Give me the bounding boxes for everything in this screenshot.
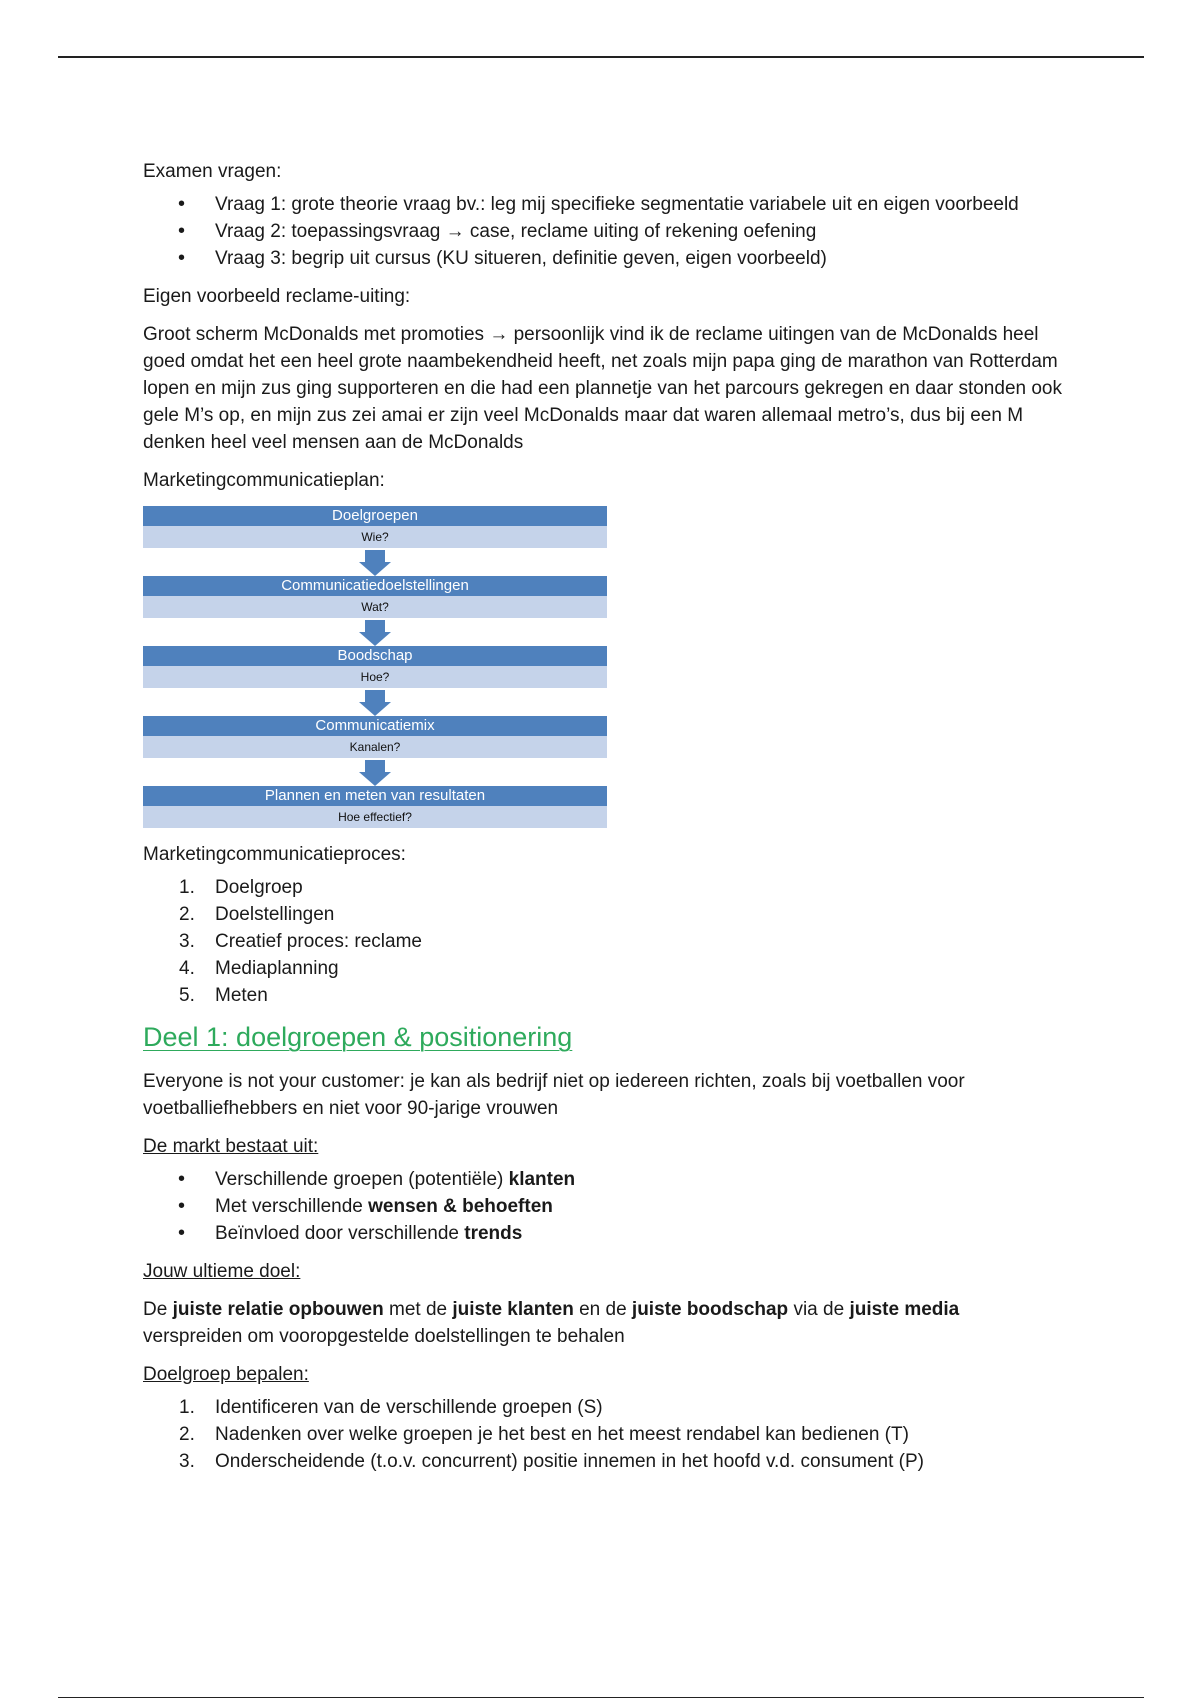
goal-bold-text: juiste klanten	[452, 1299, 574, 1320]
list-text: Doelgroep	[215, 877, 303, 898]
section-intro: Everyone is not your customer: je kan als bedrijf niet op iedereen richten, zoals bij voetballen voor voetballiefhebbers en niet voor 90-jarige vrouwen	[143, 1071, 965, 1119]
list-text: Onderscheidende (t.o.v. concurrent) positie innemen in het hoofd v.d. consument (P)	[215, 1451, 925, 1472]
list-bold-text: wensen & behoeften	[368, 1196, 553, 1217]
list-number: 1.	[179, 877, 195, 898]
list-text: Nadenken over welke groepen je het best en het meest rendabel kan bedienen (T)	[215, 1424, 909, 1445]
goal-bold-text: juiste relatie opbouwen	[172, 1299, 384, 1320]
plan-step-question: Hoe effectief?	[143, 806, 607, 830]
plan-step-title: Boodschap	[143, 646, 607, 666]
list-number: 3.	[179, 931, 195, 952]
top-rule	[58, 56, 1144, 58]
exam-list	[143, 191, 1063, 272]
list-item	[143, 874, 1063, 901]
list-number: 3.	[179, 1451, 195, 1472]
plan-step-title: Doelgroepen	[143, 506, 607, 526]
plan-heading: Marketingcommunicatieplan:	[143, 470, 385, 491]
document-page	[143, 158, 1063, 1475]
list-item: • Vraag 3: begrip uit cursus (KU situeren, definitie geven, eigen voorbeeld)	[143, 245, 1063, 272]
list-text: Met verschillende	[215, 1196, 369, 1217]
list-item	[143, 1193, 1063, 1220]
example-heading: Eigen voorbeeld reclame-uiting:	[143, 286, 411, 307]
plan-step	[143, 716, 607, 760]
plan-step	[143, 786, 607, 830]
down-arrow-icon	[143, 760, 607, 786]
section-title: Deel 1: doelgroepen & positionering	[143, 1022, 573, 1052]
list-text: Creatief proces: reclame	[215, 931, 422, 952]
list-bold-text: klanten	[508, 1169, 576, 1190]
plan-step-question: Wie?	[143, 526, 607, 550]
plan-step	[143, 576, 607, 620]
list-item	[143, 1166, 1063, 1193]
down-arrow-icon	[143, 620, 607, 646]
plan-step-question: Hoe?	[143, 666, 607, 690]
list-item	[143, 1220, 1063, 1247]
list-number: 2.	[179, 904, 195, 925]
list-number: 2.	[179, 1424, 195, 1445]
communication-plan-diagram	[143, 506, 607, 830]
goal-bold-text: juiste boodschap	[631, 1299, 789, 1320]
goal-bold-text: juiste media	[849, 1299, 960, 1320]
goal-paragraph	[143, 1296, 1063, 1350]
goal-text: en de	[573, 1299, 632, 1320]
plan-step-title: Communicatiedoelstellingen	[143, 576, 607, 596]
list-bold-text: trends	[464, 1223, 523, 1244]
goal-text: via de	[788, 1299, 850, 1320]
list-number: 1.	[179, 1397, 195, 1418]
goal-text: verspreiden om vooropgestelde doelstellingen te behalen	[143, 1326, 625, 1347]
target-heading: Doelgroep bepalen:	[143, 1364, 309, 1385]
down-arrow-icon	[143, 550, 607, 576]
exam-heading: Examen vragen:	[143, 161, 282, 182]
list-item	[143, 1394, 1063, 1421]
plan-step-title: Plannen en meten van resultaten	[143, 786, 607, 806]
list-text: Meten	[215, 985, 268, 1006]
list-text: Identificeren van de verschillende groepen (S)	[215, 1397, 603, 1418]
list-item: • Vraag 1: grote theorie vraag bv.: leg mij specifieke segmentatie variabele uit en eigen voorbeeld	[143, 191, 1063, 218]
process-heading: Marketingcommunicatieproces:	[143, 844, 406, 865]
market-list	[143, 1166, 1063, 1247]
list-text: Mediaplanning	[215, 958, 339, 979]
list-number: 4.	[179, 958, 195, 979]
list-item	[143, 982, 1063, 1009]
bottom-rule	[58, 1697, 1144, 1698]
plan-step	[143, 646, 607, 690]
list-text: Verschillende groepen (potentiële)	[215, 1169, 509, 1190]
goal-text: met de	[383, 1299, 453, 1320]
process-list	[143, 874, 1063, 1009]
plan-step-title: Communicatiemix	[143, 716, 607, 736]
down-arrow-icon	[143, 690, 607, 716]
list-item	[143, 1421, 1063, 1448]
goal-heading: Jouw ultieme doel:	[143, 1261, 301, 1282]
goal-text: De	[143, 1299, 173, 1320]
list-item	[143, 1448, 1063, 1475]
list-text: Beïnvloed door verschillende	[215, 1223, 465, 1244]
list-item	[143, 955, 1063, 982]
list-item	[143, 901, 1063, 928]
plan-step-question: Kanalen?	[143, 736, 607, 760]
example-paragraph: Groot scherm McDonalds met promoties → persoonlijk vind ik de reclame uitingen van de McDonalds heel goed omdat het een heel grote naambekendheid heeft, net zoals mijn papa ging de marathon van Rotterdam lopen en mijn zus ging supporteren en die had een plannetje van het parcours gekregen en daar stonden ook gele M’s op, en mijn zus zei amai er zijn veel McDonalds maar dat waren allemaal metro’s, dus bij een M denken heel veel mensen aan de McDonalds	[143, 324, 1062, 453]
market-heading: De markt bestaat uit:	[143, 1136, 319, 1157]
list-text: Doelstellingen	[215, 904, 335, 925]
list-item	[143, 928, 1063, 955]
list-item: • Vraag 2: toepassingsvraag → case, reclame uiting of rekening oefening	[143, 218, 1063, 245]
plan-step	[143, 506, 607, 550]
list-number: 5.	[179, 985, 195, 1006]
target-list	[143, 1394, 1063, 1475]
plan-step-question: Wat?	[143, 596, 607, 620]
